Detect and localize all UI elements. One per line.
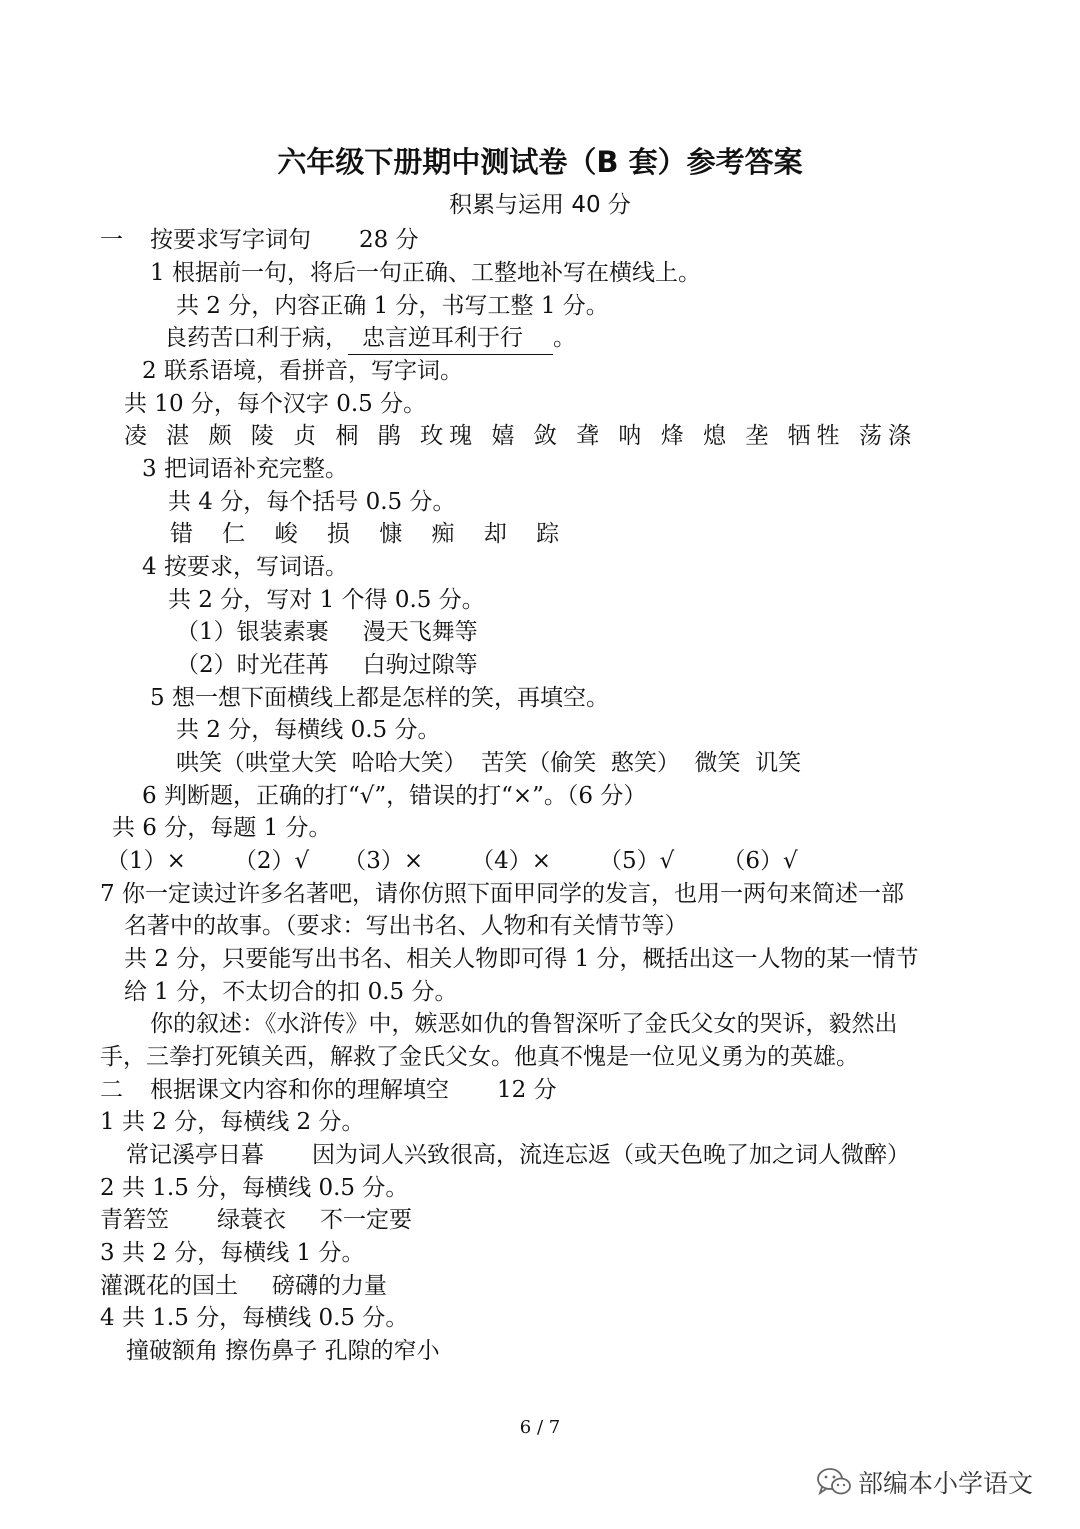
s2-q1-answer-1: 常记溪亭日暮: [126, 1142, 264, 1168]
section-2-points: 12 分: [497, 1077, 557, 1103]
q3-answers: 错 仁 峻 损 慷 痴 却 踪: [170, 521, 571, 547]
wechat-icon: [816, 1466, 852, 1498]
q6-item: （3）×: [343, 848, 424, 874]
q2-prompt: 2 联系语境，看拼音，写字词。: [142, 358, 463, 384]
q2-score: 共 10 分，每个汉字 0.5 分。: [124, 391, 427, 417]
q4-answer-1: [176, 616, 478, 648]
q4-prompt: 4 按要求，写词语。: [142, 554, 348, 580]
q6-item: （1）×: [106, 848, 186, 874]
q1-score: 共 2 分，内容正确 1 分，书写工整 1 分。: [176, 293, 609, 319]
q5-prompt: 5 想一想下面横线上都是怎样的笑，再填空。: [150, 685, 609, 711]
s2-q2-answers: [100, 1204, 412, 1236]
section-1-heading: [100, 224, 419, 256]
q4-answer-2-word-2: 白驹过隙等: [362, 652, 478, 678]
q6-prompt: 6 判断题，正确的打“√”，错误的打“×”。（6 分）: [142, 783, 647, 809]
q4-answer-2: [176, 649, 478, 681]
q6-item: （6）√: [722, 848, 798, 874]
q6-answers: [106, 845, 798, 877]
s2-q3-answer-2: 磅礴的力量: [272, 1273, 387, 1299]
q2-answers: 凌 湛 颇 陵 贞 桐 鹃 玫瑰 嬉 敛 聋 呐 烽 熄 垄 牺牲 荡涤: [124, 423, 917, 449]
q6-score: 共 6 分，每题 1 分。: [112, 815, 332, 841]
section-2-heading: [100, 1074, 557, 1106]
s2-q2-answer-3: 不一定要: [320, 1207, 412, 1233]
q5-score: 共 2 分，每横线 0.5 分。: [176, 717, 441, 743]
q6-item: （4）×: [471, 848, 552, 874]
s2-q3-answer-1: 灌溉花的国土: [100, 1273, 238, 1299]
s2-q3-score: 3 共 2 分，每横线 1 分。: [100, 1240, 365, 1266]
document-title: 六年级下册期中测试卷（B 套）参考答案: [277, 145, 803, 179]
watermark-text: 部编本小学语文: [858, 1469, 1034, 1498]
s2-q1-answer-2: 因为词人兴致很高，流连忘返（或天色晚了加之词人微醉）: [312, 1142, 910, 1168]
s2-q2-answer-1: 青箬笠: [100, 1207, 169, 1233]
s2-q2-answer-2: 绿蓑衣: [217, 1207, 286, 1233]
section-2-number: 二: [100, 1077, 123, 1103]
q4-answer-1-word-2: 漫天飞舞等: [362, 619, 478, 645]
q4-answer-1-label: （1）: [176, 619, 237, 645]
section-1-title: 按要求写字词句: [150, 227, 311, 253]
q4-answer-2-word-1: 时光荏苒: [236, 652, 329, 678]
q3-score: 共 4 分，每个括号 0.5 分。: [168, 489, 456, 515]
q7-narration-line-1: 你的叙述：《水浒传》中，嫉恶如仇的鲁智深听了金氏父女的哭诉，毅然出: [150, 1011, 898, 1037]
q7-score-line-2: 给 1 分，不太切合的扣 0.5 分。: [124, 979, 458, 1005]
s2-q4-answers: 撞破额角 擦伤鼻子 孔隙的窄小: [126, 1338, 440, 1364]
q4-answer-2-label: （2）: [176, 652, 237, 678]
q6-item: （5）√: [599, 848, 675, 874]
q7-prompt-line-2: 名著中的故事。（要求：写出书名、人物和有关情节等）: [124, 913, 688, 939]
page-number: 6 / 7: [519, 1417, 561, 1438]
q4-answer-1-word-1: 银装素裹: [236, 619, 329, 645]
q1-prompt: 1 根据前一句，将后一句正确、工整地补写在横线上。: [150, 260, 701, 286]
s2-q2-score: 2 共 1.5 分，每横线 0.5 分。: [100, 1175, 409, 1201]
section-1-points: 28 分: [359, 227, 419, 253]
watermark: [816, 1462, 1033, 1502]
section-2-title: 根据课文内容和你的理解填空: [150, 1077, 449, 1103]
q7-prompt-line-1: 7 你一定读过许多名著吧，请你仿照下面甲同学的发言，也用一两句来简述一部: [100, 881, 904, 907]
q4-score: 共 2 分，写对 1 个得 0.5 分。: [168, 587, 485, 613]
s2-q1-answers: [126, 1139, 910, 1171]
q6-item: （2）√: [233, 848, 310, 874]
q1-answer: 忠言逆耳利于行: [348, 322, 553, 355]
q3-prompt: 3 把词语补充完整。: [142, 456, 348, 482]
q7-narration-line-2: 手，三拳打死镇关西，解救了金氏父女。他真不愧是一位见义勇为的英雄。: [100, 1044, 859, 1070]
s2-q4-score: 4 共 1.5 分，每横线 0.5 分。: [100, 1305, 409, 1331]
q1-answer-line: [164, 322, 576, 354]
section-1-number: 一: [100, 227, 123, 253]
document-subtitle: 积累与运用 40 分: [449, 192, 631, 218]
s2-q3-answers: [100, 1270, 387, 1302]
q1-given: 良药苦口利于病，: [164, 325, 348, 351]
q7-score-line-1: 共 2 分，只要能写出书名、相关人物即可得 1 分，概括出这一人物的某一情节: [124, 946, 919, 972]
s2-q1-score: 1 共 2 分，每横线 2 分。: [100, 1109, 365, 1135]
q1-end: 。: [553, 325, 576, 351]
q5-answers: 哄笑（哄堂大笑 哈哈大笑） 苦笑（偷笑 憨笑） 微笑 讥笑: [176, 750, 802, 776]
